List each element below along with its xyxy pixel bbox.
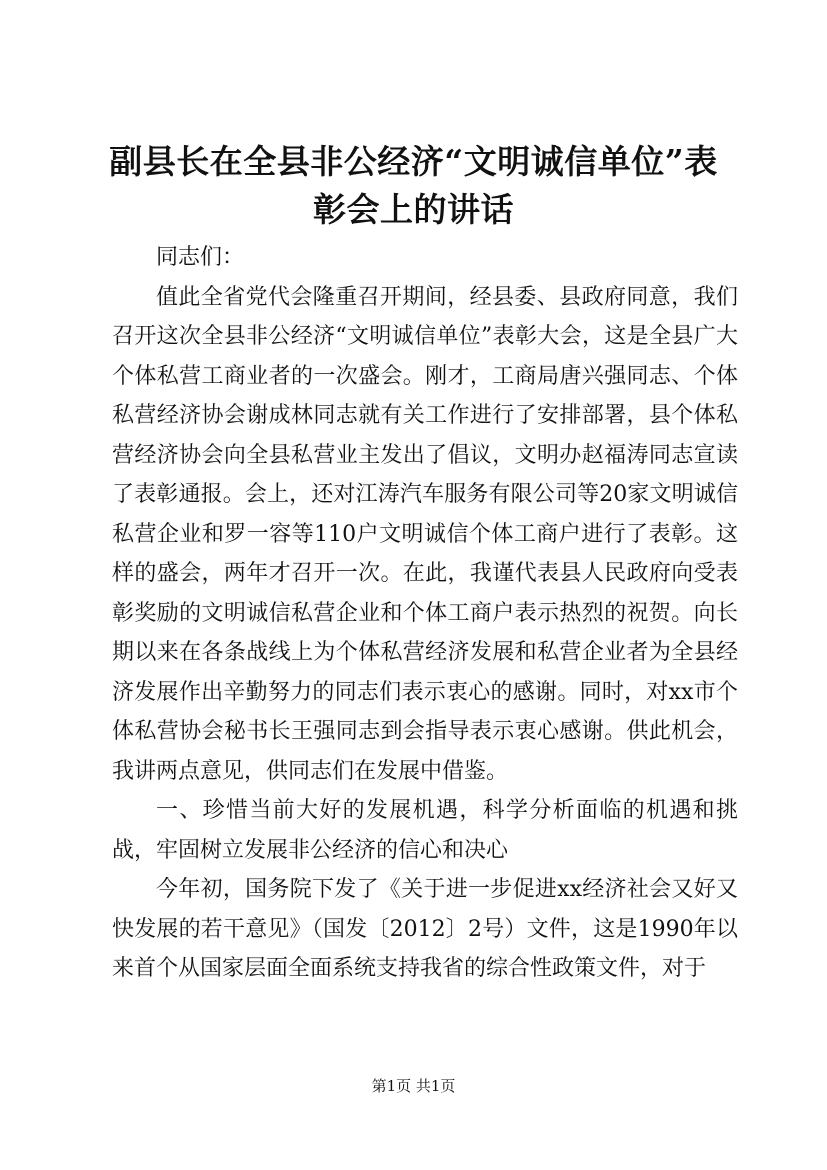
document-body xyxy=(112,238,738,989)
salutation-paragraph: 同志们： xyxy=(156,245,245,270)
section-heading-paragraph: 一、珍惜当前大好的发展机遇，科学分析面临的机遇和挑战，牢固树立发展非公经济的信心和决心 xyxy=(112,798,738,863)
body-paragraph: 值此全省党代会隆重召开期间，经县委、县政府同意，我们召开这次全县非公经济“文明诚信单位”表彰大会，这是全县广大个体私营工商业者的一次盛会。刚才，工商局唐兴强同志、个体私营经济协会谢成林同志就有关工作进行了安排部署，县个体私营经济协会向全县私营业主发出了倡议，文明办赵福涛同志宣读了表彰通报。会上，还对江涛汽车服务有限公司等20家文明诚信私营企业和罗一容等110户文明诚信个体工商户进行了表彰。这样的盛会，两年才召开一次。在此，我谨代表县人民政府向受表彰奖励的文明诚信私营企业和个体工商户表示热烈的祝贺。向长期以来在各条战线上为个体私营经济发展和私营企业者为全县经济发展作出辛勤努力的同志们表示衷心的感谢。同时，对xx市个体私营协会秘书长王强同志到会指导表示衷心感谢。供此机会，我讲两点意见，供同志们在发展中借鉴。 xyxy=(112,284,738,784)
page-footer: 第1页 共1页 xyxy=(371,1077,456,1095)
document-title: 副县长在全县非公经济“文明诚信单位”表彰会上的讲话 xyxy=(109,142,718,229)
body-paragraph: 今年初，国务院下发了《关于进一步促进xx经济社会又好又快发展的若干意见》（国发〔2012〕2号）文件，这是1990年以来首个从国家层面全面系统支持我省的综合性政策文件，对于 xyxy=(112,877,738,981)
